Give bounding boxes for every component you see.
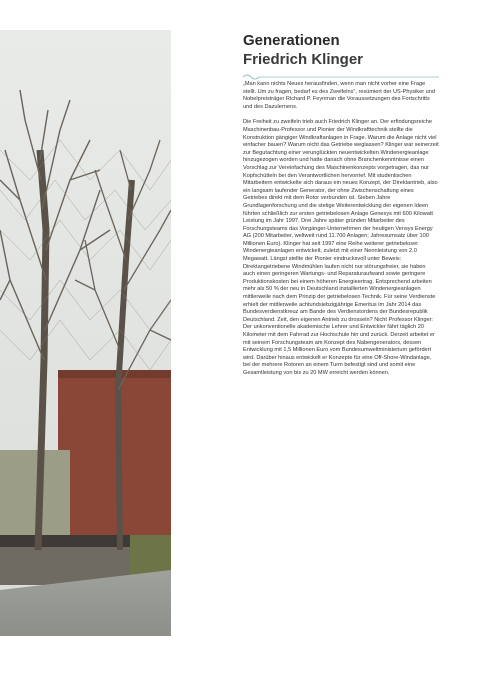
article-body: Die Freiheit zu zweifeln trieb auch Friedrich Klinger an. Der erfindungsreiche Maschinenbau-Professor und Pionier der Windkrafttechnik stellte die Konstruktion gängiger Windkraftanlagen in Frage. Warum die Anlage nicht viel einfacher bauen? Warum nicht das Getriebe weglassen? Klinger war seinerzeit zur Begutachtung einer verunglückten neuentwickelten Windenergieanlage hinzugezogen worden und hatte danach ohne Branchenkenntnisse einen Vorschlag zur Vereinfachung des Maschinenkonzepts vorgetragen, das nur Kopfschütteln bei den Verantwortlichen hervorrief. Mit studentischen Mitarbeitern entwickelte sich daraus ein neues Konzept, der Direktantrieb, also ein langsam laufender Generator, der ohne Zwischenschaltung eines Getriebes direkt mit dem Rotor verbunden ist. Sieben Jahre Grundlagenforschung und die stetige Weiterentwicklung der eigenen Ideen führten schließlich zur ersten getriebelosen Anlage Genesys mit 600 Kilowatt Leistung im Jahr 1997. Drei Jahre später gründen Mitarbeiter des Forschungsteams das Vorgänger-Unternehmen der heutigen Vensys Energy AG (200 Mitarbeiter, weltweit rund 11.700 Anlagen; Jahresumsatz über 100 Millionen Euro). Klinger hat seit 1997 eine Reihe weiterer getriebeloser Windenergieanlagen entwickelt, zuletzt mit einer Nennleistung von 2,0 Megawatt. Längst stellte der Pionier eindrucksvoll unter Beweis: Direktangetriebene Windmühlen laufen nicht nur störungsfreier, sie haben auch einen geringeren Wartungs- und Reparaturaufwand sowie geringere Produktionskosten bei einem höheren Energieertrag. Entsprechend arbeiten mehr als 50 % der neu in Deutschland installierten Windenergieanlagen mittlerweile nach dem Prinzip der getriebelosen Technik. Für seine Verdienste erhielt der mittlerweile achtundsiebzigjährige Emeritus im Jahr 2014 das Bundesverdienstkreuz am Bande des Verdienstordens der Bundesrepublik Deutschland. Zeit, den eigenen Antrieb zu drosseln? Nicht Professor Klinger: Der unkonventionelle akademische Lehrer und Entwickler fährt täglich 20 Kilometer mit dem Fahrrad zur Hochschule hin und zurück. Derzeit arbeitet er mit seinem Forschungsteam am Konzept des Nabengenerators, dessen Entwicklung mit 1,5 Millionen Euro vom Bundesumweltministerium gefördert wird. Darüber hinaus entwickelt er Konzepte für eine Off-Shore-Windanlage, bei der mehrere Rotoren an einem Turm befestigt sind und somit eine Gesamtleistung von bis zu 20 MW erreicht werden können.	[243, 119, 439, 376]
portrait-photo	[0, 30, 171, 636]
article-title: Generationen	[243, 32, 340, 49]
intro-quote: „Man kann nichts Neues herausfinden, wenn man nicht vorher eine Frage stellt. Um zu fragen, bedarf es des Zweifelns", resümiert der US-Physiker und Nobelpreisträger Richard P. Feynman die Voraussetzungen des Fortschritts und des Dazulernens.	[243, 81, 435, 110]
article-column	[243, 32, 439, 378]
article-subtitle: Friedrich Klinger	[243, 51, 364, 68]
wave-divider-icon	[243, 73, 439, 81]
